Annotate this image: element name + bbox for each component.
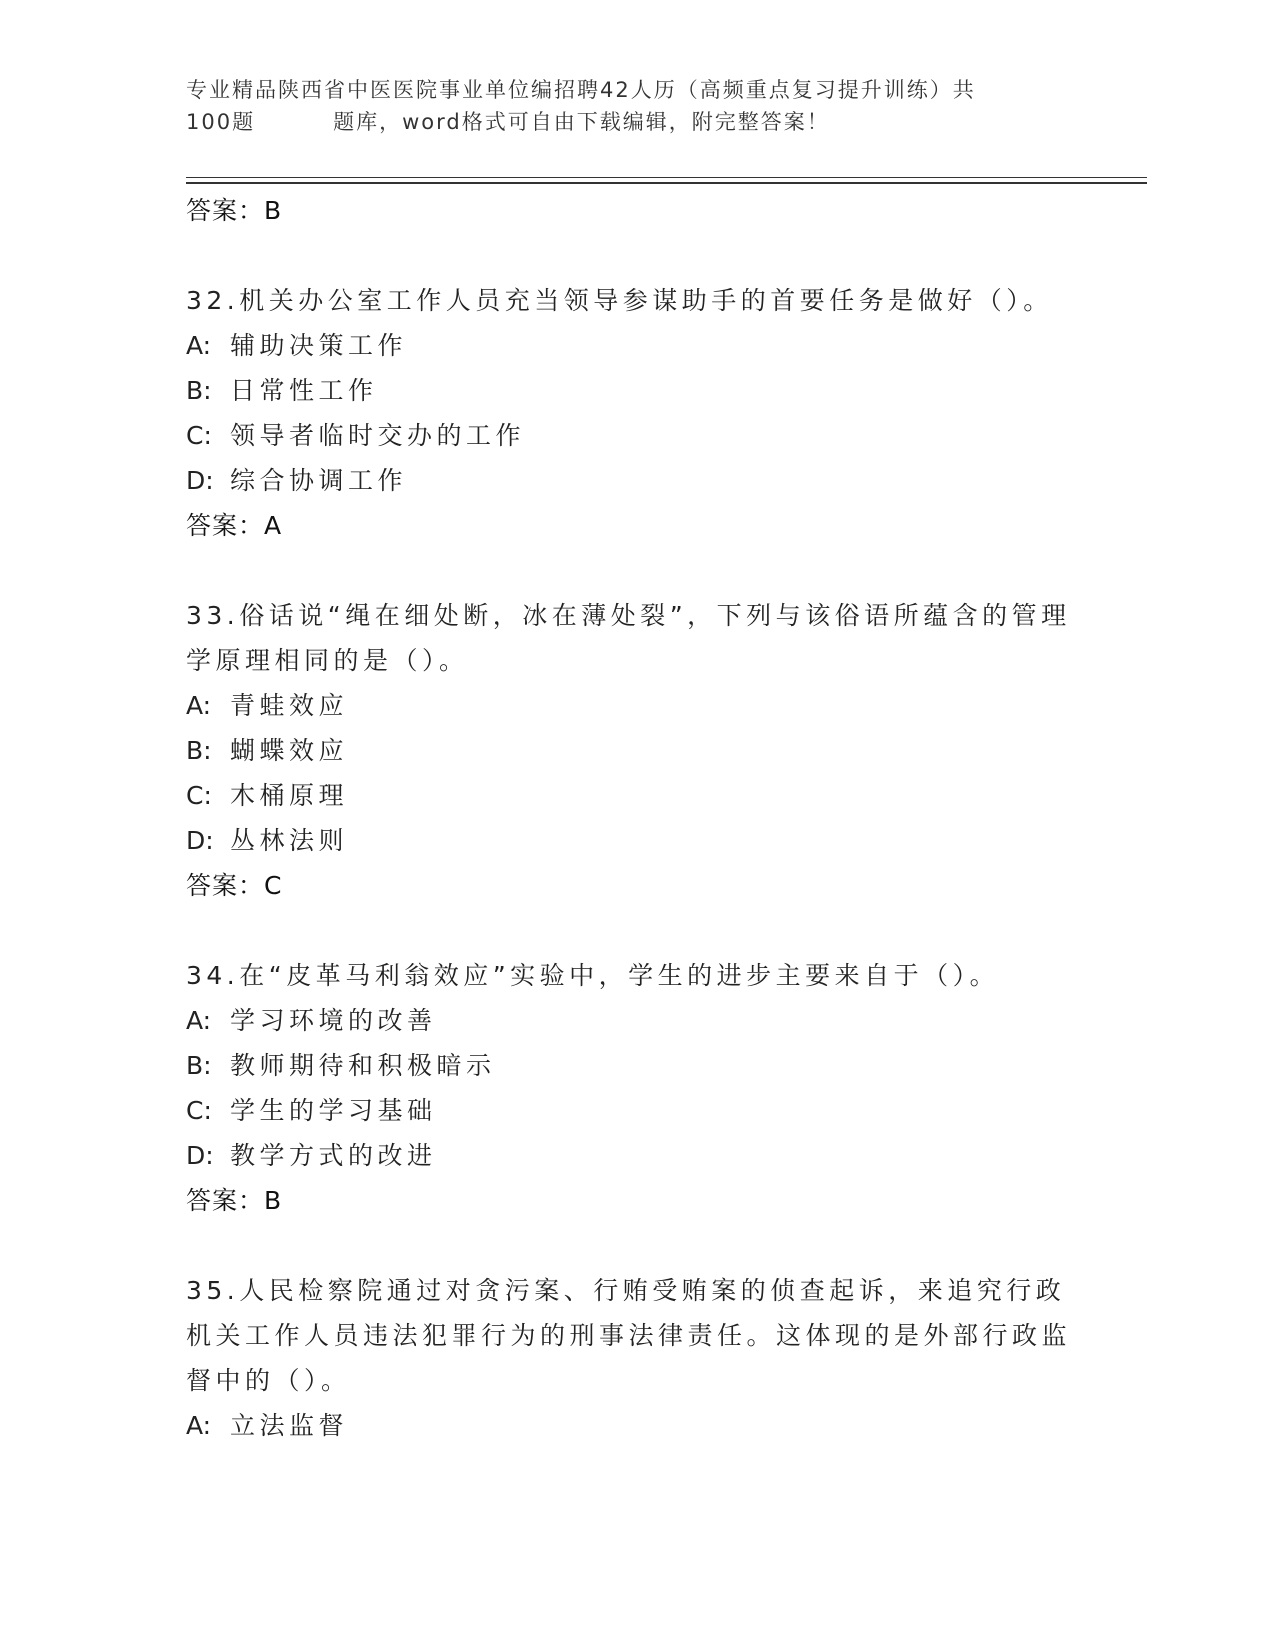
answer-line: 答案：C bbox=[186, 871, 283, 900]
option-letter: D: bbox=[186, 466, 214, 495]
answer-line: 答案：B bbox=[186, 1186, 283, 1215]
option-letter: D: bbox=[186, 1141, 214, 1170]
option-text: 领导者临时交办的工作 bbox=[230, 421, 526, 450]
option-c bbox=[186, 773, 1086, 818]
option-b bbox=[186, 728, 1086, 773]
header-divider-thin bbox=[186, 177, 1147, 178]
question-33 bbox=[186, 593, 1086, 909]
option-d bbox=[186, 1133, 1086, 1178]
document-body bbox=[186, 188, 1086, 1448]
question-stem: 32.机关办公室工作人员充当领导参谋助手的首要任务是做好（）。 bbox=[186, 286, 1053, 315]
option-text: 蝴蝶效应 bbox=[230, 736, 349, 765]
option-text: 青蛙效应 bbox=[230, 691, 349, 720]
answer-line: 答案：A bbox=[186, 511, 283, 540]
question-stem: 35.人民检察院通过对贪污案、行贿受贿案的侦查起诉，来追究行政机关工作人员违法犯罪行为的刑事法律责任。这体现的是外部行政监督中的（）。 bbox=[186, 1276, 1072, 1395]
option-letter: C: bbox=[186, 421, 212, 450]
option-letter: C: bbox=[186, 781, 212, 810]
option-d bbox=[186, 818, 1086, 863]
option-letter: D: bbox=[186, 826, 214, 855]
option-c bbox=[186, 413, 1086, 458]
option-text: 综合协调工作 bbox=[230, 466, 408, 495]
option-a bbox=[186, 1403, 1086, 1448]
option-letter: C: bbox=[186, 1096, 212, 1125]
option-b bbox=[186, 1043, 1086, 1088]
option-text: 木桶原理 bbox=[230, 781, 349, 810]
header-line-2-left: 100题 bbox=[186, 110, 256, 134]
header-line-1: 专业精品陕西省中医医院事业单位编招聘42人历（高频重点复习提升训练）共 bbox=[186, 78, 976, 102]
option-text: 教师期待和积极暗示 bbox=[230, 1051, 496, 1080]
header-line-2 bbox=[186, 106, 1086, 138]
option-text: 立法监督 bbox=[230, 1411, 349, 1440]
option-letter: A: bbox=[186, 331, 212, 360]
option-text: 教学方式的改进 bbox=[230, 1141, 437, 1170]
option-text: 丛林法则 bbox=[230, 826, 349, 855]
option-b bbox=[186, 368, 1086, 413]
option-letter: A: bbox=[186, 1006, 212, 1035]
document-header bbox=[186, 74, 1086, 138]
question-32 bbox=[186, 278, 1086, 549]
option-a bbox=[186, 683, 1086, 728]
option-text: 学生的学习基础 bbox=[230, 1096, 437, 1125]
question-stem: 33.俗话说“绳在细处断，冰在薄处裂”，下列与该俗语所蕴含的管理学原理相同的是（）。 bbox=[186, 601, 1071, 675]
question-34 bbox=[186, 953, 1086, 1224]
option-d bbox=[186, 458, 1086, 503]
option-text: 辅助决策工作 bbox=[230, 331, 408, 360]
option-letter: B: bbox=[186, 376, 212, 405]
option-letter: B: bbox=[186, 736, 212, 765]
option-text: 学习环境的改善 bbox=[230, 1006, 437, 1035]
header-divider-thick bbox=[186, 182, 1147, 184]
option-letter: A: bbox=[186, 691, 212, 720]
option-text: 日常性工作 bbox=[230, 376, 378, 405]
question-35 bbox=[186, 1268, 1086, 1448]
option-a bbox=[186, 323, 1086, 368]
option-letter: A: bbox=[186, 1411, 212, 1440]
question-stem: 34.在“皮革马利翁效应”实验中，学生的进步主要来自于（）。 bbox=[186, 961, 1000, 990]
option-letter: B: bbox=[186, 1051, 212, 1080]
header-line-2-right: 题库，word格式可自由下载编辑，附完整答案！ bbox=[333, 110, 830, 134]
option-a bbox=[186, 998, 1086, 1043]
answer-line: 答案：B bbox=[186, 196, 283, 225]
option-c bbox=[186, 1088, 1086, 1133]
